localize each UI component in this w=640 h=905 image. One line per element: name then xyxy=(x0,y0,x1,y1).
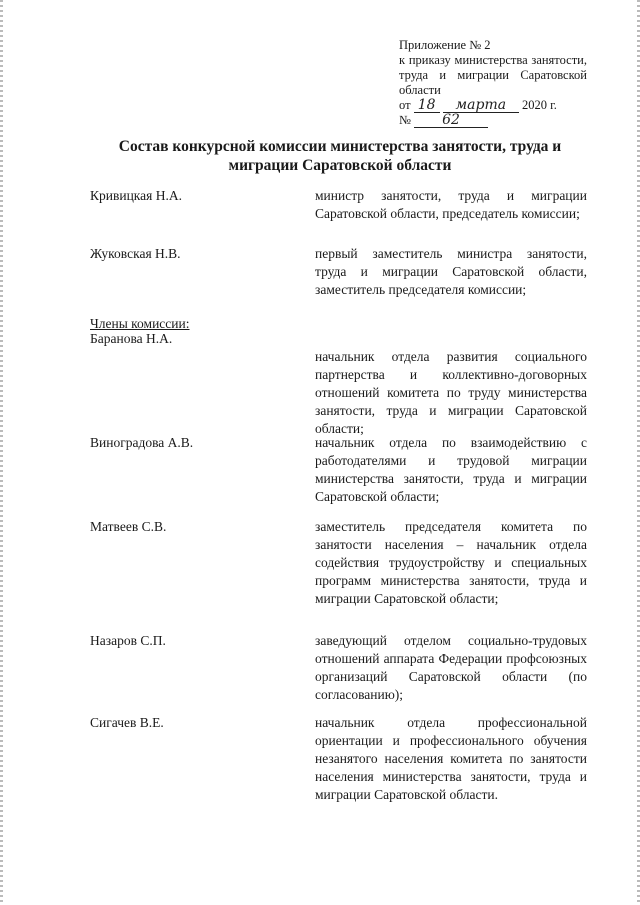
person-role: первый заместитель министра занятости, труда и миграции Саратовской области, заместитель председателя комиссии; xyxy=(315,246,587,297)
person-role: начальник отдела профессиональной ориентации и профессионального обучения незанятого населения комитета по занятости населения министерства занятости, труда и миграции Саратовской области. xyxy=(315,715,587,802)
person-name: Матвеев С.В. xyxy=(90,519,167,534)
person-role: начальник отдела по взаимодействию с работодателями и трудовой миграции министерства занятости, труда и миграции Саратовской области; xyxy=(315,435,587,504)
person-name: Виноградова А.В. xyxy=(90,435,194,450)
annex-line-3: области xyxy=(399,83,441,97)
annex-line-2: труда и миграции Саратовской xyxy=(399,68,587,82)
annex-line-1: к приказу министерства занятости, xyxy=(399,53,587,67)
person-role: министр занятости, труда и миграции Саратовской области, председатель комиссии; xyxy=(315,188,587,221)
annex-number-line xyxy=(399,113,587,128)
person-role: заместитель председателя комитета по занятости населения – начальник отдела содействия трудоустройству и специальных программ министерства занятости, труда и миграции Саратовской области; xyxy=(315,519,587,606)
annex-title: Приложение № 2 xyxy=(399,38,491,52)
person-name: Сигачев В.Е. xyxy=(90,715,164,730)
person-name: Баранова Н.А. xyxy=(90,331,173,346)
person-role: заведующий отделом социально-трудовых отношений аппарата Федерации профсоюзных организаций Саратовской области (по согласованию); xyxy=(315,633,587,702)
annex-block xyxy=(399,38,587,128)
date-prefix: от xyxy=(399,98,411,112)
document-title: Состав конкурсной комиссии министерства занятости, труда и миграции Саратовской области xyxy=(118,138,562,174)
scan-edge-left xyxy=(0,0,3,905)
person-name: Жуковская Н.В. xyxy=(90,246,181,261)
number-handwritten: 62 xyxy=(414,114,488,128)
date-day-handwritten: 18 xyxy=(414,99,440,113)
number-prefix: № xyxy=(399,113,411,127)
members-heading: Члены комиссии: xyxy=(90,316,190,331)
person-role: начальник отдела развития социального партнерства и коллективно-договорных отношений комитета по труду министерства занятости, труда и миграции Саратовской области; xyxy=(315,349,587,436)
person-name: Назаров С.П. xyxy=(90,633,166,648)
annex-date-line xyxy=(399,98,587,113)
date-year: 2020 г. xyxy=(521,98,557,112)
person-name: Кривицкая Н.А. xyxy=(90,188,182,203)
date-month-handwritten: марта xyxy=(443,99,519,113)
